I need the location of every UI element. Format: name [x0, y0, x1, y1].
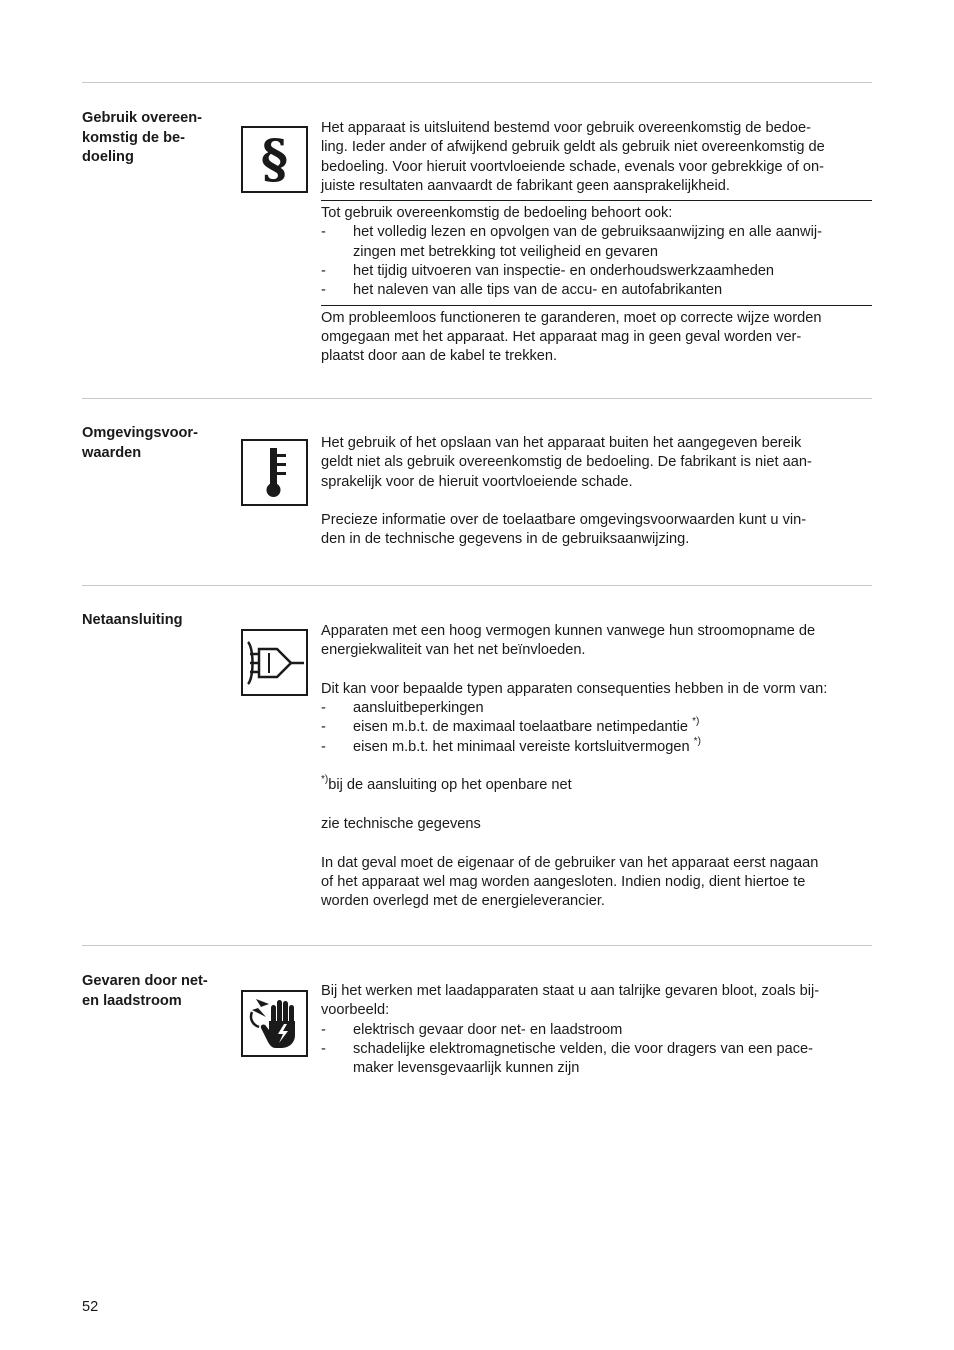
paragraph-icon: §: [241, 126, 308, 193]
footnote: *)bij de aansluiting op het openbare net: [321, 774, 572, 794]
paragraph: Apparaten met een hoog vermogen kunnen vanwege hun stroomopname de energiekwaliteit van het net beïnvloeden.: [321, 623, 816, 659]
page-number: 52: [82, 1299, 99, 1315]
footnote-marker: *): [692, 716, 700, 728]
electric-shock-hand-icon: [241, 990, 308, 1057]
content-divider: [321, 200, 872, 201]
bullet-list: [321, 1021, 872, 1079]
paragraph: Om probleemloos functioneren te garanderen, moet op correcte wijze worden omgegaan met het apparaat. Het apparaat mag in geen geval worden ver- plaatst door aan de kabel te trekken.: [321, 309, 822, 365]
paragraph: Tot gebruik overeenkomstig de bedoeling behoort ook:: [321, 205, 673, 222]
paragraph: Het gebruik of het opslaan van het apparaat buiten het aangegeven bereik geldt niet als gebruik overeenkomstig de bedoeling. De fabrikant is niet aan- sprakelijk voor de hieruit voortvloeiende schade.: [321, 435, 812, 490]
bullet-list: [321, 699, 872, 757]
section-title-environment: Omgevingsvoor- waarden: [82, 425, 198, 461]
content-divider: [321, 305, 872, 306]
section-content-mains-connection: [321, 622, 872, 911]
section-divider: [82, 398, 872, 399]
section-content-environment: [321, 434, 872, 550]
section-content-current-hazards: [321, 982, 872, 1078]
section-title-current-hazards: Gevaren door net- en laadstroom: [82, 973, 208, 1009]
section-title-intended-use: Gebruik overeen- komstig de be- doeling: [82, 110, 203, 165]
list-item: - het volledig lezen en opvolgen van de gebruiksaanwijzing en alle aanwij- zingen met betrekking tot veiligheid en gevaren: [321, 224, 822, 260]
thermometer-icon: [241, 439, 308, 506]
paragraph: Het apparaat is uitsluitend bestemd voor gebruik overeenkomstig de bedoe- ling. Ieder ander of afwijkend gebruik geldt als gebruik niet overeenkomstig de bedoeling. Voor hieruit voortvloeiende schade, evenals voor gebrekkige of on- juiste resultaten aanvaardt de fabrikant geen aansprakelijkheid.: [321, 120, 825, 194]
section-divider: [82, 82, 872, 83]
paragraph: Precieze informatie over de toelaatbare omgevingsvoorwaarden kunt u vin- den in de technische gegevens in de gebruiksaanwijzing.: [321, 512, 807, 548]
footnote-marker: *): [321, 774, 329, 786]
list-item: - aansluitbeperkingen: [321, 700, 484, 717]
paragraph: In dat geval moet de eigenaar of de gebruiker van het apparaat eerst nagaan of het apparaat wel mag worden aangesloten. Indien nodig, dient hiertoe te worden overlegd met de energieleverancier.: [321, 854, 819, 910]
paragraph: Dit kan voor bepaalde typen apparaten consequenties hebben in de vorm van:: [321, 680, 828, 697]
list-item: - het naleven van alle tips van de accu- en autofabrikanten: [321, 282, 723, 299]
section-divider: [82, 585, 872, 586]
list-item: - eisen m.b.t. het minimaal vereiste kortsluitvermogen *): [321, 735, 701, 755]
list-item: - eisen m.b.t. de maximaal toelaatbare netimpedantie *): [321, 716, 700, 736]
bullet-list: [321, 223, 872, 300]
section-divider: [82, 945, 872, 946]
list-item: - elektrisch gevaar door net- en laadstroom: [321, 1021, 623, 1038]
section-content-intended-use: [321, 119, 872, 367]
list-item: - het tijdig uitvoeren van inspectie- en onderhoudswerkzaamheden: [321, 263, 775, 280]
footnote-marker: *): [693, 735, 701, 747]
mains-plug-icon: [241, 629, 308, 696]
section-title-mains-connection: Netaansluiting: [82, 612, 183, 628]
list-item: - schadelijke elektromagnetische velden, die voor dragers van een pace- maker levensgevaarlijk kunnen zijn: [321, 1040, 813, 1077]
paragraph: Bij het werken met laadapparaten staat u aan talrijke gevaren bloot, zoals bij- voorbeeld:: [321, 983, 820, 1019]
paragraph: zie technische gegevens: [321, 815, 481, 832]
